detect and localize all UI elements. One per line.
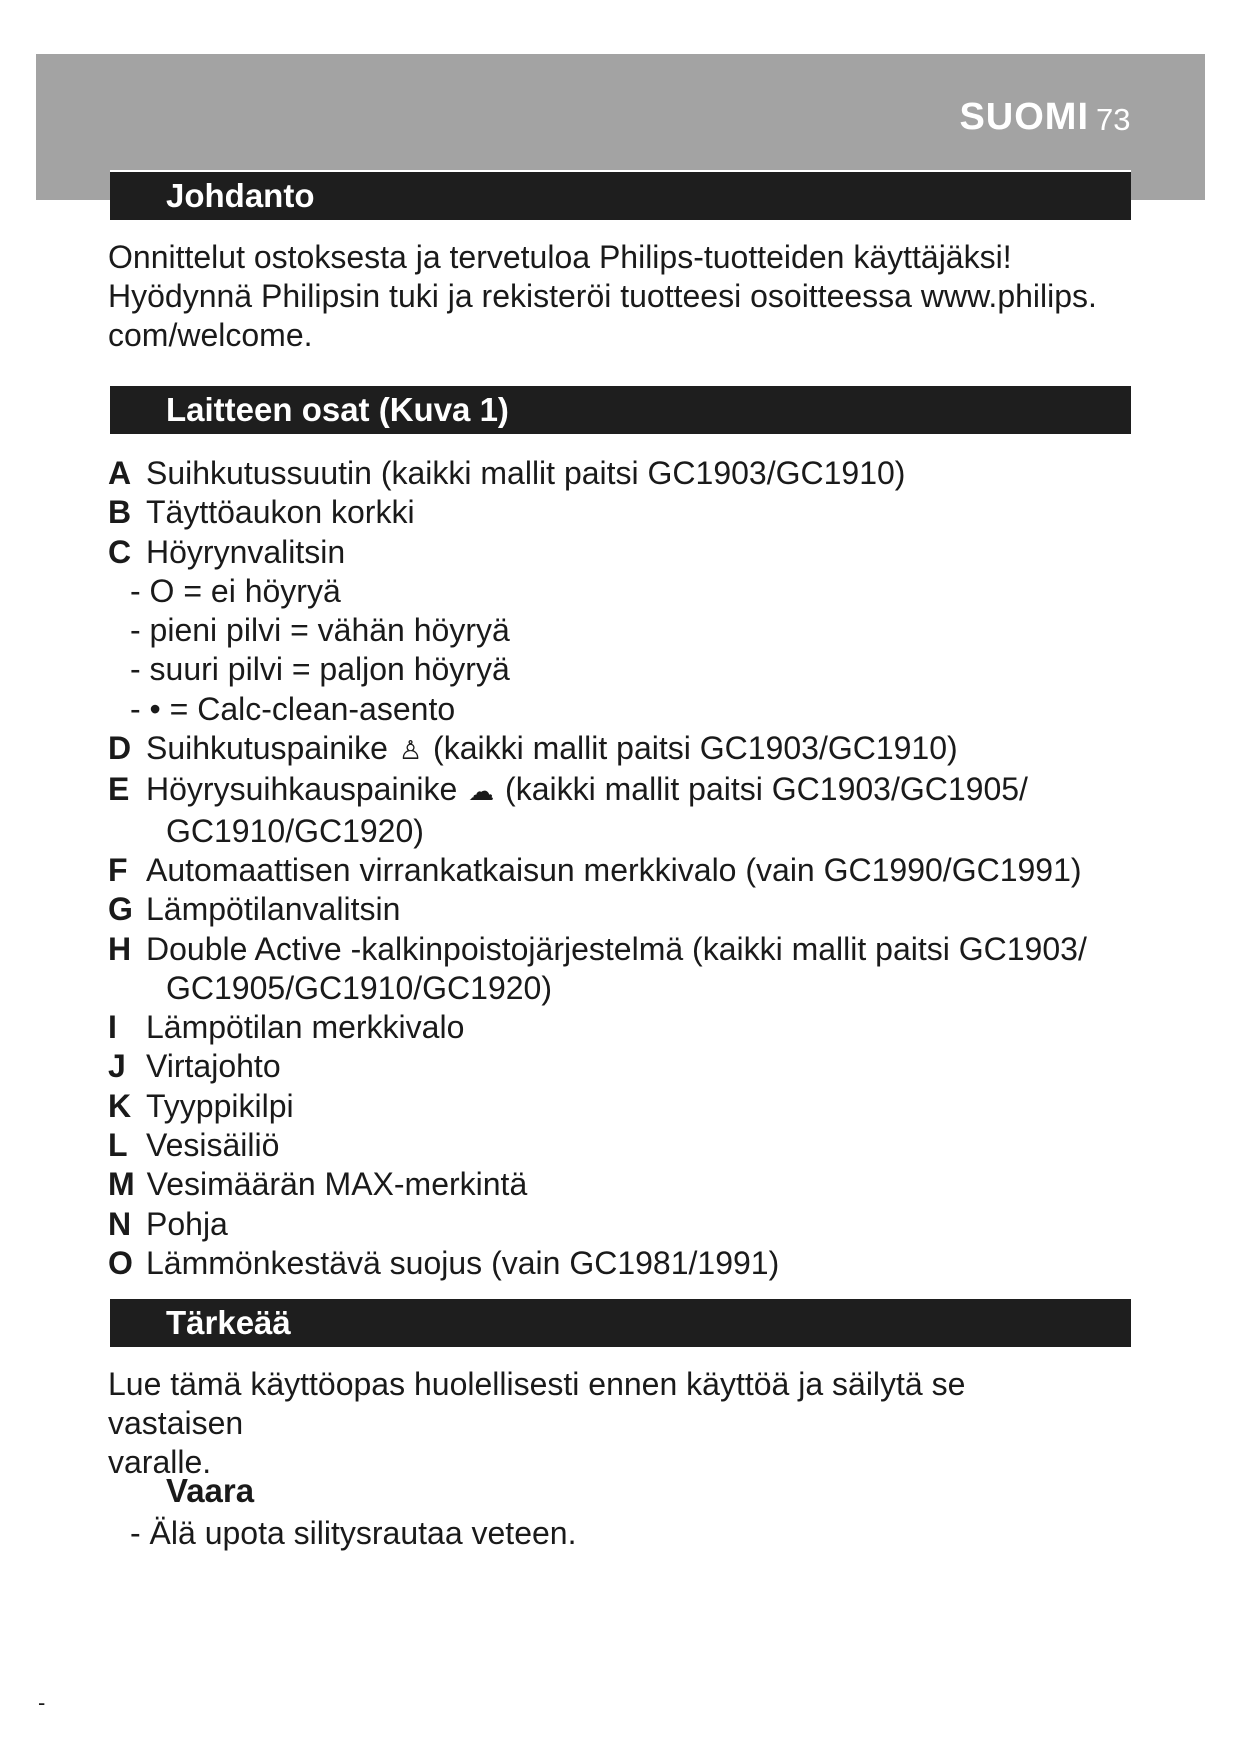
important-paragraph <box>108 1365 1108 1482</box>
section-bar-important <box>110 1297 1131 1347</box>
important-line: varalle. <box>108 1444 212 1480</box>
list-item <box>108 454 1128 493</box>
intro-paragraph <box>108 238 1108 355</box>
list-subitem <box>108 690 1128 729</box>
list-item <box>108 1244 1128 1283</box>
item-letter: N <box>108 1205 132 1242</box>
item-text: - • = Calc-clean-asento <box>130 690 456 727</box>
corner-mark: - <box>38 1690 46 1715</box>
item-text: Lämmönkestävä suojus (vain GC1981/1991) <box>146 1244 780 1281</box>
item-text: (kaikki mallit paitsi GC1903/GC1910) <box>433 730 958 767</box>
item-text: GC1905/GC1910/GC1920) <box>166 969 552 1006</box>
list-item-continuation <box>108 812 1128 851</box>
item-text: - pieni pilvi = vähän höyryä <box>130 612 510 649</box>
language-label: SUOMI <box>959 96 1089 138</box>
section-title-important: Tärkeää <box>166 1304 291 1341</box>
section-title-parts: Laitteen osat (Kuva 1) <box>166 391 509 428</box>
item-letter: F <box>108 851 128 888</box>
list-item <box>108 1087 1128 1126</box>
item-text: (kaikki mallit paitsi GC1903/GC1905/ <box>505 771 1028 808</box>
list-item <box>108 1205 1128 1244</box>
section-title-intro: Johdanto <box>166 177 315 214</box>
intro-line: Onnittelut ostoksesta ja tervetuloa Philips-tuotteiden käyttäjäksi! <box>108 239 1012 275</box>
item-text: Pohja <box>146 1205 228 1242</box>
item-text: - suuri pilvi = paljon höyryä <box>130 651 510 688</box>
item-letter: D <box>108 730 132 767</box>
item-text: Tyyppikilpi <box>146 1087 294 1124</box>
item-text: Täyttöaukon korkki <box>146 494 415 531</box>
list-item <box>108 729 1128 770</box>
spray-icon: ♙ <box>398 735 423 766</box>
intro-line: Hyödynnä Philipsin tuki ja rekisteröi tuotteesi osoitteessa www.philips. <box>108 278 1097 314</box>
list-item-continuation <box>108 969 1128 1008</box>
section-bar-intro <box>110 170 1131 220</box>
list-item <box>108 1047 1128 1086</box>
list-item <box>108 1165 1128 1204</box>
list-item <box>108 851 1128 890</box>
list-subitem <box>108 572 1128 611</box>
item-letter: M <box>108 1166 135 1203</box>
list-subitem <box>108 650 1128 689</box>
item-text: Suihkutuspainike <box>146 730 388 767</box>
item-text: Lämpötilan merkkivalo <box>146 1009 465 1046</box>
item-text: GC1910/GC1920) <box>166 812 424 849</box>
item-letter: E <box>108 771 130 808</box>
item-text: Suihkutussuutin (kaikki mallit paitsi GC1903/GC1910) <box>146 455 906 491</box>
warning-title: Vaara <box>166 1472 255 1509</box>
list-item <box>108 1126 1128 1165</box>
item-letter: A <box>108 455 132 491</box>
important-line: Lue tämä käyttöopas huolellisesti ennen käyttöä ja säilytä se vastaisen <box>108 1366 966 1441</box>
warning-item: - Älä upota silitysrautaa veteen. <box>130 1515 577 1551</box>
intro-line: com/welcome. <box>108 317 313 353</box>
item-letter: K <box>108 1087 132 1124</box>
list-item <box>108 930 1128 969</box>
item-text: Lämpötilanvalitsin <box>146 891 401 928</box>
item-letter: G <box>108 891 133 928</box>
page-number: 73 <box>1096 102 1131 137</box>
item-letter: B <box>108 494 132 531</box>
item-text: Höyrynvalitsin <box>146 533 346 570</box>
item-letter: J <box>108 1048 126 1085</box>
parts-list <box>108 454 1128 1283</box>
item-letter: C <box>108 533 132 570</box>
list-subitem <box>108 611 1128 650</box>
list-item <box>108 890 1128 929</box>
item-text: Double Active -kalkinpoistojärjestelmä (kaikki mallit paitsi GC1903/ <box>146 930 1087 967</box>
list-item <box>108 1008 1128 1047</box>
item-text: Höyrysuihkauspainike <box>146 771 458 808</box>
item-letter: L <box>108 1127 128 1164</box>
steam-cloud-icon: ☁ <box>468 776 495 807</box>
item-text: Virtajohto <box>146 1048 281 1085</box>
list-item <box>108 533 1128 572</box>
item-text: Automaattisen virrankatkaisun merkkivalo (vain GC1990/GC1991) <box>146 851 1082 888</box>
item-letter: H <box>108 930 132 967</box>
section-bar-parts <box>110 384 1131 434</box>
item-text: - O = ei höyryä <box>130 572 341 609</box>
item-letter: O <box>108 1244 133 1281</box>
item-text: Vesimäärän MAX-merkintä <box>146 1166 528 1203</box>
list-item <box>108 770 1128 811</box>
item-letter: I <box>108 1009 117 1046</box>
item-text: Vesisäiliö <box>146 1127 280 1164</box>
list-item <box>108 493 1128 532</box>
